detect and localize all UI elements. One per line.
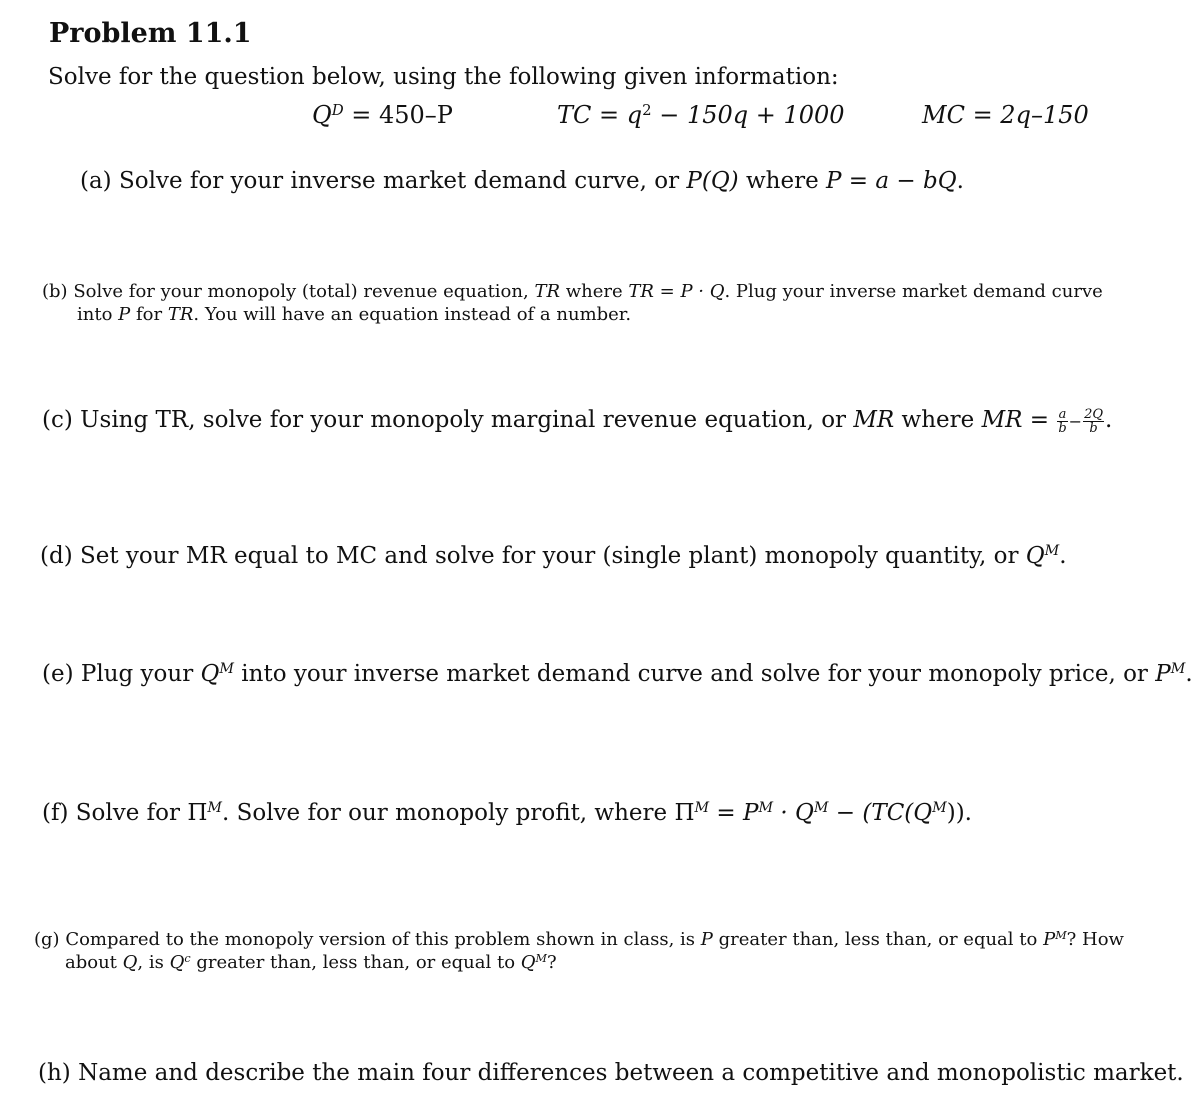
question-g: (g) Compared to the monopoly version of this problem shown in class, is P greater than, less than, or equal to $P^M$? How about Q, is $Q^c$ greater than, less than, or equal to $Q^M$? <box>34 928 1124 973</box>
problem-title: Problem 11.1 <box>49 18 252 49</box>
question-e: (e) Plug your $Q^M$ into your inverse market demand curve and solve for your monopoly price, or $P^M$. <box>42 661 1193 687</box>
question-a: (a) Solve for your inverse market demand curve, or P(Q) where P = a − bQ. <box>80 168 964 194</box>
problem-intro: Solve for the question below, using the following given information: <box>48 64 839 90</box>
question-c-label: (c) <box>42 407 73 433</box>
given-marginal-cost-equation: MC = 2q–150 <box>922 101 1089 129</box>
question-g-label: (g) <box>34 929 60 950</box>
question-b: (b) Solve for your monopoly (total) revenue equation, TR where TR = P · Q. Plug your inverse market demand curve into P for TR. You will have an equation instead of a number. <box>42 281 1103 325</box>
given-demand-equation: $Q^D = 450-P$ <box>312 100 453 129</box>
question-f-label: (f) <box>42 800 69 826</box>
fraction-2q-over-b: $\frac{2Q}{b}$ <box>1084 406 1104 436</box>
question-e-label: (e) <box>42 661 74 687</box>
question-a-label: (a) <box>80 168 112 194</box>
question-d: (d) Set your MR equal to MC and solve for your (single plant) monopoly quantity, or $Q^M$. <box>40 543 1067 569</box>
question-f: (f) Solve for $\Pi^M$. Solve for our monopoly profit, where $\Pi^M = P^M \cdot Q^M - (TC(Q^M))$. <box>42 800 972 826</box>
question-b-label: (b) <box>42 281 68 302</box>
question-d-label: (d) <box>40 543 73 569</box>
question-h: (h) Name and describe the main four differences between a competitive and monopolistic market. <box>38 1060 1184 1086</box>
fraction-a-over-b: $\frac{a}{b}$ <box>1058 406 1067 436</box>
question-c: (c) Using TR, solve for your monopoly marginal revenue equation, or MR where MR = $\frac{a}{b}$ − $\frac{2Q}{b}$ . <box>42 406 1113 436</box>
question-h-label: (h) <box>38 1060 71 1086</box>
given-total-cost-equation: TC = $q^2 - 150q + 1000$ <box>557 100 845 129</box>
